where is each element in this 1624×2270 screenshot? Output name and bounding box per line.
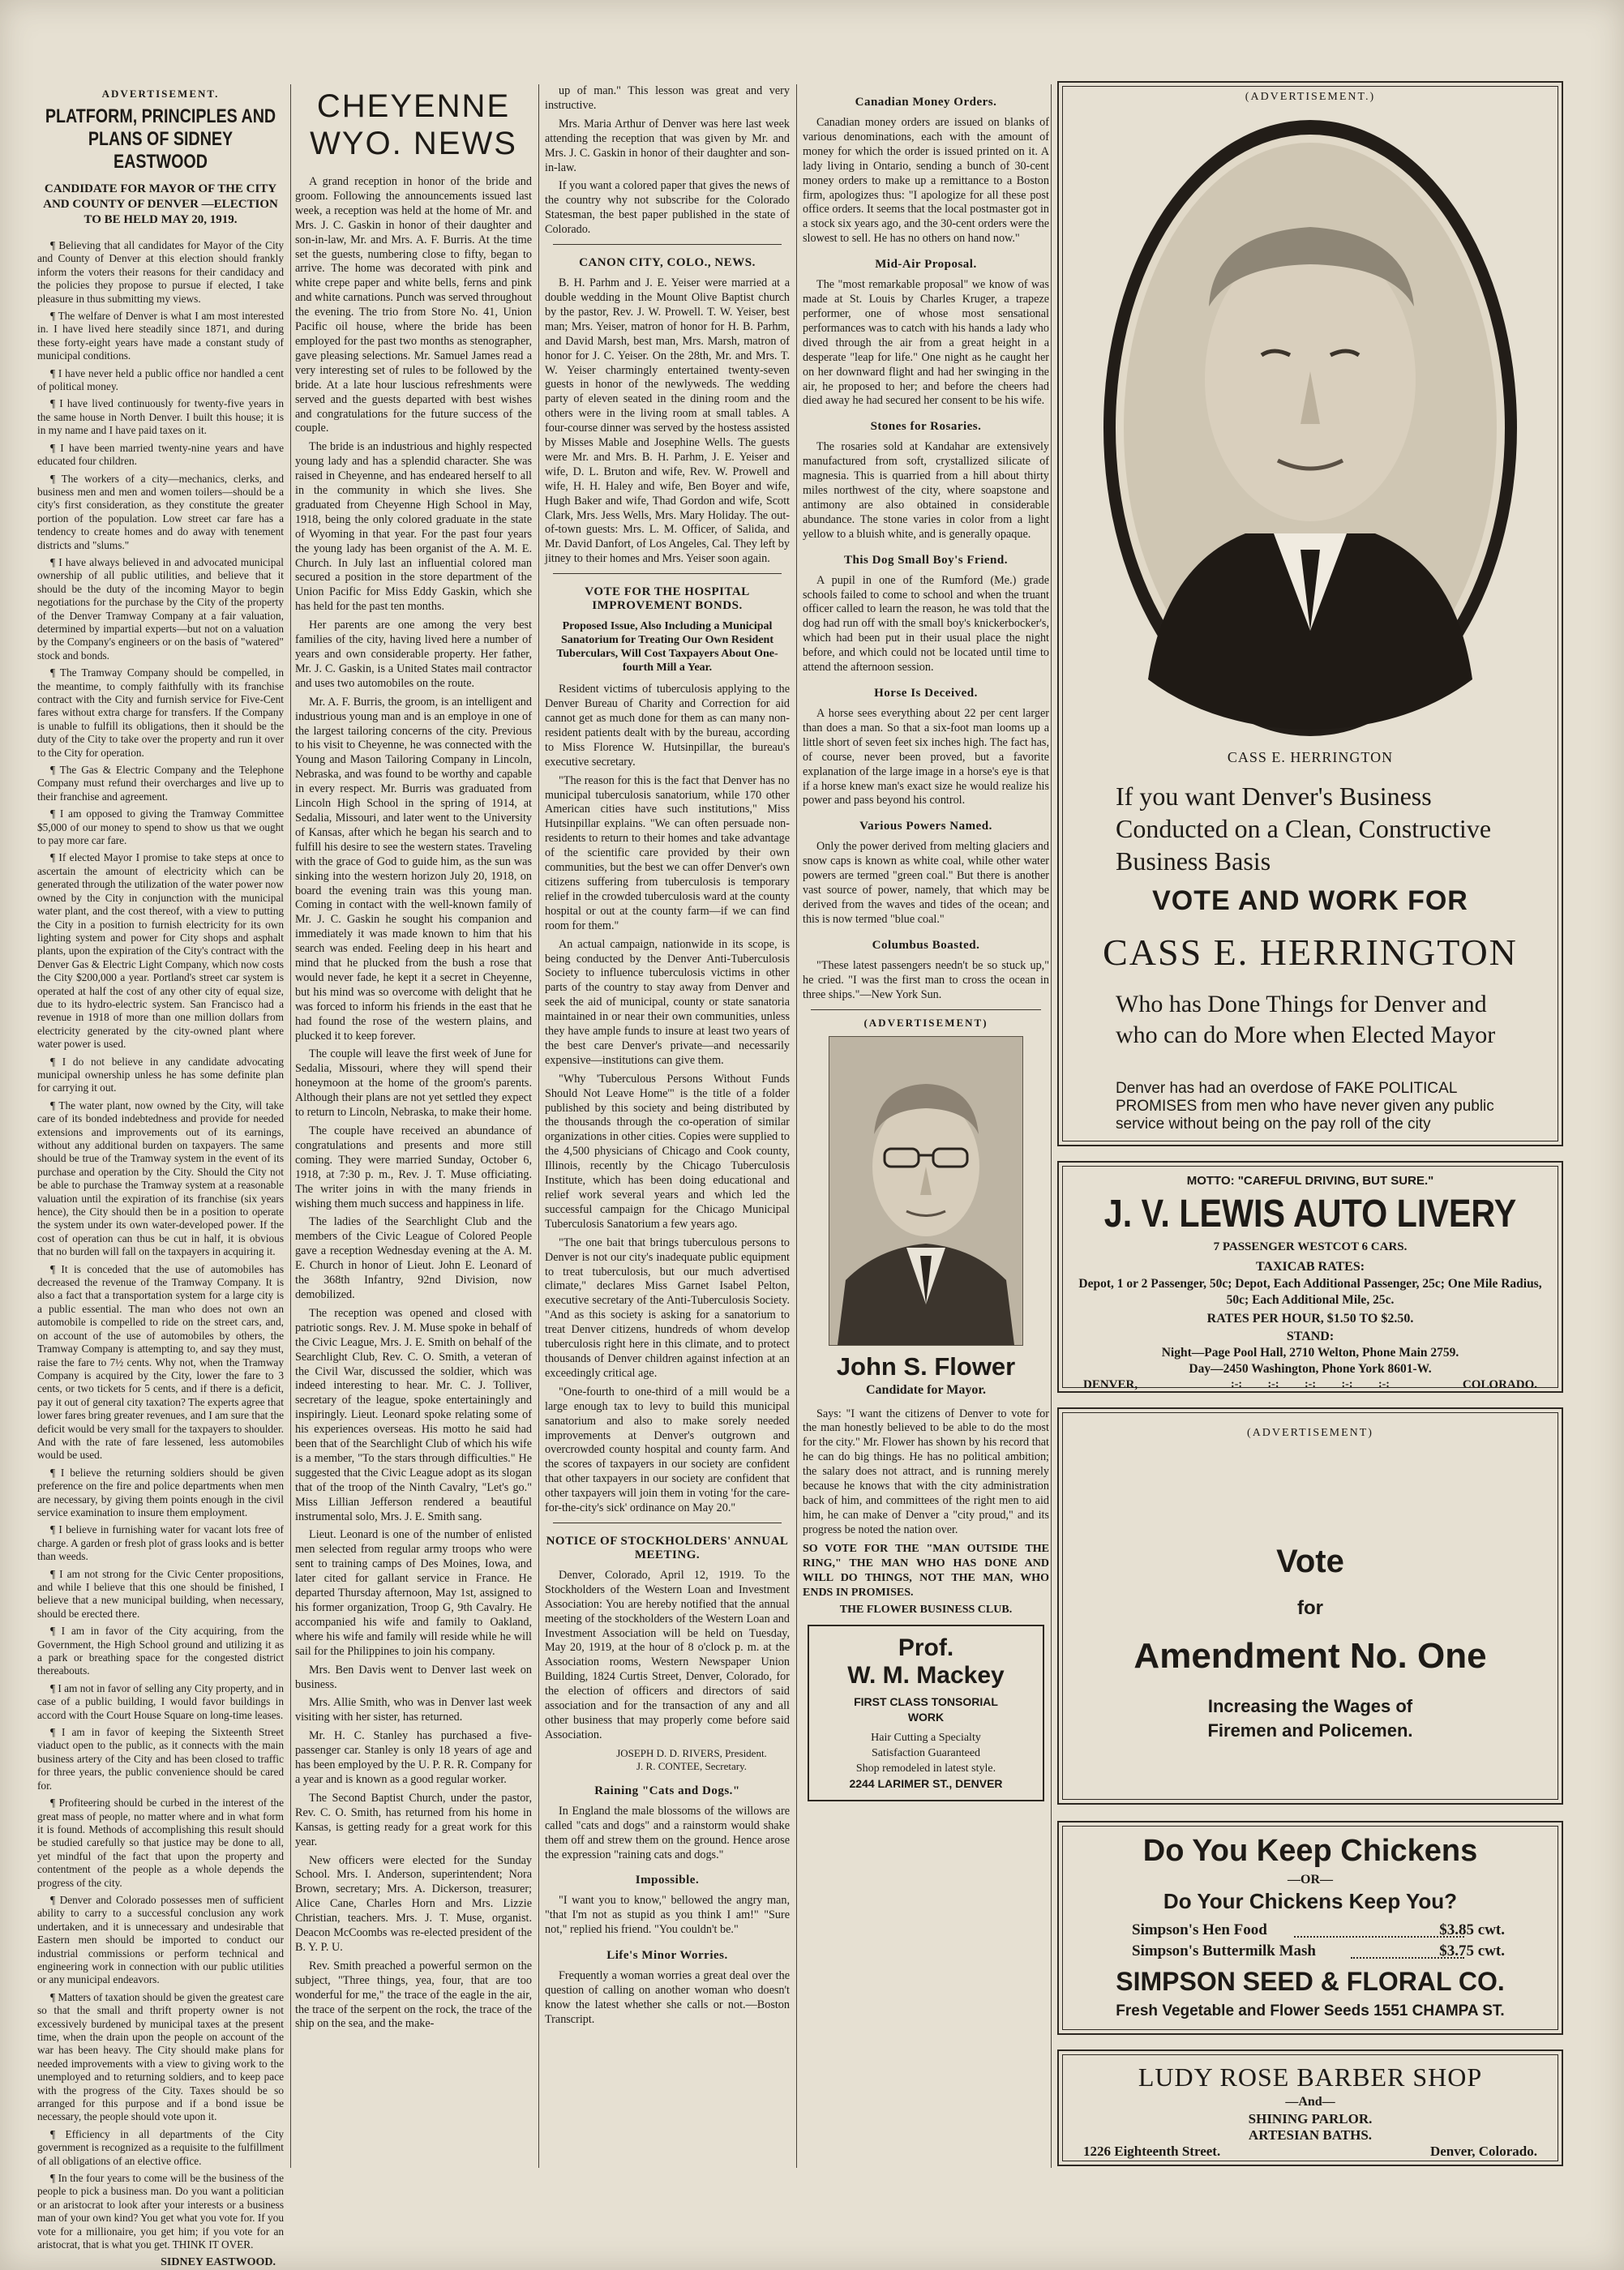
herrington-portrait-caption: CASS E. HERRINGTON [1227,749,1394,765]
article-paragraph: ¶ I am in favor of keeping the Sixteenth Street viaduct open to the public, as it connects with the main business artery of the City and has been closed to traffic for three years, the public convenience should be cared for. [37,1726,284,1792]
chickens-or: —OR— [1288,1873,1333,1887]
article-paragraph: The Second Baptist Church, under the pastor, Rev. C. O. Smith, has returned from his home in Kansas, is getting ready for a great work for this year. [295,1791,532,1848]
mackey-line-3: Hair Cutting a Specialty [871,1731,981,1744]
article-paragraph: ¶ I believe in furnishing water for vacant lots free of charge. A garden or fresh plot of grass looks and is better than weeds. [37,1523,284,1563]
hospital-headline: VOTE FOR THE HOSPITAL IMPROVEMENT BONDS. [585,585,750,613]
article-paragraph: Mrs. Maria Arthur of Denver was here last week attending the reception that was given by Mr. and Mrs. J. C. Gaskin in honor of their daughter and son-in-law. [545,117,790,174]
article-paragraph: Rev. Smith preached a powerful sermon on the subject, "Three things, yea, four, that are too wonderful for me," the trace of the eagle in the air, the trace of the serpent on the rock, the trace of the ship on the sea, and the make- [295,1959,532,2031]
dog-headline: This Dog Small Boy's Friend. [844,553,1008,567]
eastwood-signature: SIDNEY EASTWOOD. [161,2255,276,2268]
article-paragraph: Her parents are one among the very best families of the city, having lived here a number of years and own considerable property. Her father, Mr. J. C. Gaskin, is a United States mail contractor and uses two automobiles on the route. [295,619,532,690]
midair-paragraphs [803,278,1049,409]
article-paragraph: Only the power derived from melting glaciers and snow caps is known as white coal, while other water powers are termed "green coal." But there is another vast source of power, namely, that which may be derived from the waves and tides of the ocean; and this is now termed "blue coal." [803,840,1049,926]
lewis-auto-livery-ad [1057,1161,1563,1393]
dog-paragraphs [803,574,1049,675]
herrington-who-line: Who has Done Things for Denver and who can do More when Elected Mayor [1116,991,1496,1048]
lewis-state: COLORADO. [1462,1378,1537,1391]
article-paragraph: ¶ Denver and Colorado possesses men of sufficient ability to carry to a successful conclusion any work undertaken, and it is unnecessary and undesirable that Eastern men should be imported to conduct our industrial commissions or perform technical and engineering work in connection with our public utilities or any municipal endeavors. [37,1893,284,1986]
eastwood-subhead: CANDIDATE FOR MAYOR OF THE CITY AND COUNTY OF DENVER —ELECTION TO BE HELD MAY 20, 1919. [43,182,278,226]
divider [553,573,782,574]
midair-headline: Mid-Air Proposal. [875,258,977,272]
herrington-name-line: CASS E. HERRINGTON [1103,932,1518,973]
lewis-day-stand: Day—2450 Washington, Phone York 8601-W. [1189,1362,1432,1376]
column-rule [796,84,797,2168]
article-paragraph: Canadian money orders are issued on blanks of various denominations, each with the amount of money for which the order is issued printed on it. A lady living in Ontario, sending a bunch of 30-cent money orders to make up a remittance to a Boston firm, apologizes thus: "I apologize for all these post office orders. It seems that the local postmaster got in a stock six years ago, and the 30-cent orders were the slowest to sell. He has no others on hand now." [803,116,1049,246]
columbus-headline: Columbus Boasted. [872,938,980,952]
lewis-stand: STAND: [1286,1330,1335,1343]
article-paragraph: ¶ In the four years to come will be the business of the people to pick a business man. Do you want a politician or an aristocrat to look after your interests or a business man of your own kind? You get what you vote for. If you vote for a millionaire, you get him; if you vote for an aristocrat, that is what you get. THINK IT OVER. [37,2172,284,2251]
stones-headline: Stones for Rosaries. [870,420,982,434]
notice-signature-president: JOSEPH D. D. RIVERS, President. [616,1746,767,1759]
article-paragraph: ¶ I have never held a public office nor handled a cent of political money. [37,366,284,393]
article-paragraph: ¶ Profiteering should be curbed in the interest of the great mass of people, no matter where and in what form it is found. Methods of accomplishing this result should be studied carefully so that justice may be done to all, yet mindful of the fact that upon the property and contentment of the people as a whole depends the progress of the city. [37,1797,284,1889]
notice-signature-secretary: J. R. CONTEE, Secretary. [636,1759,747,1772]
flower-portrait [829,1036,1023,1346]
article-paragraph: ¶ I am opposed to giving the Tramway Committee $5,000 of our money to spend to show us that we ought to pay more car fare. [37,807,284,847]
article-paragraph: "These latest passengers needn't be so stuck up," he cried. "I was the first man to cross the ocean in three ships."—New York Sun. [803,958,1049,1001]
amendment-title: Amendment No. One [1133,1636,1487,1676]
article-paragraph: Mrs. Ben Davis went to Denver last week on business. [295,1663,532,1691]
flower-name: John S. Flower [836,1351,1016,1381]
lewis-cars: 7 PASSENGER WESTCOT 6 CARS. [1213,1240,1408,1253]
ludy-rose-barber-advertisement [1057,2049,1563,2166]
article-paragraph: In England the male blossoms of the willows are called "cats and dogs" and a rainstorm would shake them off and strew them on the ground. Hence arose the expression "raining cats and dogs." [545,1804,790,1861]
article-paragraph: ¶ Matters of taxation should be given the greatest care so that the small and thrift property owner is not excessively burdened by municipal taxes at the present time, when the drain upon the people on account of the war has been heavy. The City should make plans for needed improvements with a view to giving work to the unemployed and to returning soldiers, and to keep pace with the progress of the City. Taxes should be so arranged for this purpose and if a bond issue be necessary, the people should vote upon it. [37,1990,284,2123]
article-paragraph: ¶ I am not in favor of selling any City property, and in case of a public building, I would favor buildings in accord with the Court House Square on long-time leases. [37,1681,284,1721]
article-paragraph: up of man." This lesson was great and very instructive. [545,84,790,112]
hospital-paragraphs [545,683,790,1516]
impossible-headline: Impossible. [635,1874,700,1887]
barber-and: —And— [1285,2095,1335,2109]
canadian-headline: Canadian Money Orders. [855,96,997,109]
herrington-intro: If you want Denver's Business Conducted on a Clean, Constructive Business Basis [1116,782,1492,876]
powers-paragraphs [803,840,1049,927]
article-paragraph: "Why 'Tuberculous Persons Without Funds Should Not Leave Home'" is the title of a folder published by this society and being distributed by the thousands through the co-operation of similar organizations in other cities. Copies were supplied to the 4,500 physicians of Chicago and Cook county, Illinois, recently by the Chicago Tuberculosis Institute, which has been doing educational and relief work several years and which led the successful campaign for the Chicago Municipal Tuberculosis Sanatorium a few years ago. [545,1072,790,1231]
article-paragraph: Mr. H. C. Stanley has purchased a five-passenger car. Stanley is only 18 years of age and has been employed by the U. P. R. R. Company for a year and is known as a good regular worker. [295,1729,532,1786]
article-paragraph: ¶ The Tramway Company should be compelled, in the meantime, to comply faithfully with its franchise contract with the City and furnish service for Five-Cent fares without extra charge for transfers. If the Company is unable to fulfill its obligations, then it should be the duty of the City to take over the property and run it over to the City for operation. [37,666,284,759]
article-paragraph: The reception was opened and closed with patriotic songs. Rev. J. M. Muse spoke in behalf of the Civic League, Mrs. J. E. Smith on behalf of the Searchlight Club, Rev. C. O. Smith, a veteran of the Civil War, discussed the soldier, which was indeed interesting to hear. Mr. C. J. Tolliver, secretary of the league, spoke entertainingly and inspiringly. Lieut. Leonard spoke relating some of his experiences overseas. His motto he said had been that of the Searchlight Club of which his wife is a member, "To the stars through difficulties." He suggested that the Civic League adopt as its slogan that of the troop of the Ninth Cavalry, "Let's go." Miss Lillian Jefferson rendered a beautiful instrumental solo, Mrs. J. E. Smith sang. [295,1306,532,1523]
herrington-portrait [1099,112,1521,744]
article-paragraph: ¶ I do not believe in any candidate advocating municipal ownership unless he has some definite plan for carrying it out. [37,1055,284,1094]
column-rule [538,84,539,2168]
article-paragraph: A grand reception in honor of the bride and groom. Following the announcements issued last week, a reception was held at the home of Mr. and Mrs. J. C. Gaskin in honor of their daughter and son-in-law, Mr. and Mrs. A. F. Burris. At the time set the guests, numbering close to fifty, began to arrive. The home was decorated with pink and white crepe paper and white bells, ferns and pink and white carnations. Punch was served throughout the evening. The trio from Store No. 41, Union Pacific oil house, where the bride has been employed for the past two months as stenographer, gave pleasing selections. Mr. Samuel James read a very interesting set of rules to be followed by the bride. At a late hour luscious refreshments were served and the guests departed with best wishes and congratulations for the future success of the couple. [295,175,532,435]
barber-line-1: SHINING PARLOR. [1248,2111,1373,2127]
divider [553,244,782,245]
article-paragraph: Resident victims of tuberculosis applying to the Denver Bureau of Charity and Correction for aid cannot get as much done for them as can many non-resident patients dealt with by the bureau, according to Miss Florence W. Hutsinpillar, the bureau's executive secretary. [545,683,790,769]
article-paragraph: The "most remarkable proposal" we know of was made at St. Louis by Charles Kruger, a trapeze performer, one of whose most sensational performances was to catch with his hands a lady who dived through the air from a great height in a desperate "leap for life." One night as he caught her on her downward flight and had her swinging in the air, he proposed to her; and before the cheers had died away he had secured her consent to be his wife. [803,278,1049,408]
lewis-city: DENVER, [1083,1378,1138,1391]
article-paragraph: A horse sees everything about 22 per cent larger than does a man. So that a six-foot man looms up a little short of seven feet six inches high. The fact has, of course, never been proved, but a favorite explanation of the large image in a horse's eye is that if a horse knew man's exact size he would realize his power and pass beyond his control. [803,707,1049,807]
article-paragraph: The couple will leave the first week of June for Sedalia, Missouri, where they will spend their honeymoon at the home of the groom's parents. Although their plans are not yet settled they expect to return to Lincoln, Nebraska, to make their home. [295,1047,532,1120]
article-paragraph: ¶ I have been married twenty-nine years and have educated four children. [37,441,284,468]
article-paragraph: ¶ I am in favor of the City acquiring, from the Government, the High School ground and utilizing it as a park or breathing space for the congested district thereabouts. [37,1625,284,1677]
article-paragraph: ¶ It is conceded that the use of automobiles has decreased the revenue of the Tramway Company. It is also a fact that a transportation system for a large city is a public essential. The man who does not own an automobile is compelled to ride on the street cars, and, on account of the use of automobiles by others, the Tramway Company is attempting to, and say they must, raise the fare to 7½ cents. Why not, when the Tramway Company is acquired by the City, lower the fare to 3 cents, or two tickets for 5 cents, and if there is a deficit, pay it out of general city taxation? The experts agree that lower fares bring greater revenues, and I am sure that the deficit would be very small for the taxpayers to shoulder. And with the rate of fare lessened, less automobiles would be used. [37,1262,284,1462]
mackey-prof: Prof. [898,1634,954,1661]
article-paragraph: The bride is an industrious and highly respected young lady and has a splendid character. She was raised in Cheyenne, and has endeared herself to all in the community in which she lives. She graduated from Cheyenne High School in May, 1918, being the only colored graduate in the state of Wyoming in that year. For the past four years the young lady has been organist of the A. M. E. Church. In July last an influential colored man secured a position in the store department of the Union Pacific for Miss Eddy Gaskin, which she has held for the past ten months. [295,440,532,614]
divider [811,1009,1041,1010]
article-paragraph: ¶ If elected Mayor I promise to take steps at once to ascertain the amount of electricity which can be generated through the utilization of the water power now owned by the City in conjunction with the municipal water plant, and the cost thereof, with a view to putting the City in a position to furnish electricity for its own lighting system and power for City shops and asphalt plants, upon the expiration of the City's contract with the Denver Gas & Electric Light Company, which now costs the City $200,000 a year. Portland's street car system is operated at half the cost of any other city of equal size, due to its hydro-electric system. San Francisco had a revenue in 1918 of more than one million dollars from electricity generated by the city-owned plant where water power is used. [37,851,284,1051]
cheyenne-headline: CHEYENNE WYO. NEWS [310,88,517,161]
barber-address: 1226 Eighteenth Street. [1083,2144,1221,2159]
cats-dogs-headline: Raining "Cats and Dogs." [594,1784,740,1797]
impossible-paragraphs [545,1894,790,1938]
worries-headline: Life's Minor Worries. [606,1949,728,1963]
mackey-name: W. M. Mackey [847,1661,1005,1689]
lewis-hourly-rates: RATES PER HOUR, $1.50 TO $2.50. [1206,1312,1414,1326]
powers-headline: Various Powers Named. [859,820,992,833]
article-paragraph: "One-fourth to one-third of a mill would be a large enough tax to levy to build this municipal sanatorium and also to make sorely needed improvements at Denver's outgrown and overcrowded county hospital and county farm. And the scores of taxpayers in our society are confident that other taxpayers in our society are confident that other taxpayers will join them in voting 'for the care-for-the-city's sick' ordinance on May 20." [545,1385,790,1515]
advertisement-label: (ADVERTISEMENT.) [1245,91,1376,103]
article-paragraph: ¶ I have always believed in and advocated municipal ownership of all public utilities, and believe that it should be the duty of the incoming Mayor to begin negotiations for the purchase by the City of the property of the Denver Tramway Company at a fair valuation, determined by impartial experts—but not on a valuation by the Company's engineers or on the basis of "watered" stock and bonds. [37,555,284,662]
article-paragraph: ¶ I have lived continuously for twenty-five years in the same house in North Denver. I built this house; it is in my name and I have paid taxes on it. [37,397,284,437]
article-paragraph: The rosaries sold at Kandahar are extensively manufactured from soft, crystallized silicate of magnesia. This is quarried from a hill about thirty miles northwest of the city, where soapstone and antimony are also obtained in considerable abundance. The stone varies in color from a light yellow to a bluish white, and is generally opaque. [803,440,1049,541]
simpson-tagline: Fresh Vegetable and Flower Seeds 1551 CHAMPA ST. [1116,2002,1505,2019]
horse-paragraphs [803,707,1049,808]
notice-headline: NOTICE OF STOCKHOLDERS' ANNUAL MEETING. [546,1534,789,1561]
article-paragraph: Denver, Colorado, April 12, 1919. To the Stockholders of the Western Loan and Investment Association: You are hereby notified that the annual meeting of the stockholders of the Western Loan and Investment Association will be held on Tuesday, May 20, 1919, at the hour of 8 o'clock p. m. at the Association rooms, Western Newspaper Union Building, 1824 Curtis Street, Denver, Colorado, for the election of officers and directors of said association and for the transaction of any and all other business that may properly come before said Association. [545,1568,790,1741]
simpson-seed-advertisement [1057,1821,1563,2035]
mackey-line-5: Shop remodeled in latest style. [855,1762,996,1775]
cheyenne-paragraphs [295,175,532,2032]
lewis-ornament: :-: :-: :-: :-: :-: [1231,1378,1390,1390]
advertisement-label: (ADVERTISEMENT) [1247,1427,1373,1439]
news-column-four [803,84,1049,2176]
article-paragraph: Mr. A. F. Burris, the groom, is an intelligent and industrious young man and is an employe in one of the largest tailoring concerns of the city. Previous to his visit to Cheyenne, he was connected with the Young and Mason Tailoring Company in Lincoln, Nebraska, and was found to be worthy and capable in every respect. Mr. Burris was graduated from Lincoln High School in the spring of 1914, at Sedalia, Missouri, and later went to the University of Kansas, after which he began his search and to fulfill his desire to see the western states. Traveling with the grace of God to guide him, as the sun was sinking into the western horizon July 20, 1918, on board the evening train was this young man. Coming in contact with the well-known family of Mr. J. C. Gaskin he sought his companion and immediately it was made known to him that his search was ended. Feeling deep in his heart and mind that he plucked from the bush a rose that would never fade, he kept it a secret in Cheyenne, but his mind was so overcome with delight that he was forced to inform his friends in the east that he had found the rose of the western plains, and plucked it to keep forever. [295,695,532,1043]
mackey-line-4: Satisfaction Guaranteed [871,1746,981,1759]
article-paragraph: Frequently a woman worries a great deal over the question of calling on another woman who doesn't know the latest whether she calls or not.—Boston Transcript. [545,1969,790,2026]
lewis-motto: MOTTO: "CAREFUL DRIVING, BUT SURE." [1186,1174,1434,1188]
mackey-address: 2244 LARIMER ST., DENVER [849,1776,1003,1790]
worries-paragraphs [545,1969,790,2028]
eastwood-platform-column [37,84,284,2268]
mackey-advertisement [808,1625,1044,1801]
canon-city-headline: CANON CITY, COLO., NEWS. [579,256,756,270]
article-paragraph: ¶ I am not strong for the Civic Center propositions, and while I believe that this one should be finished, I believe that a new municipal building, when necessary, should be erected there. [37,1567,284,1620]
stones-paragraphs [803,440,1049,542]
article-paragraph: ¶ The water plant, now owned by the City, will take care of its bonded indebtedness and provide for needed extensions and improvements out of its earnings, without any additional burden on taxpayers. The same should be true of the Tramway system in the event of its purchase and operation by the City. Should the City not be able to purchase the Tramway system at a reasonable valuation until the expiration of its franchise (six years hence), the City should then be in a position to operate the system under its own water-developed power. If the cost of operation can thus be cut in half, it is obvious that no burden will fall on the taxpayers in acquiring it. [37,1099,284,1258]
canadian-paragraphs [803,116,1049,246]
lewis-name: J. V. LEWIS AUTO LIVERY [1103,1193,1517,1236]
simpson-company: SIMPSON SEED & FLORAL CO. [1116,1967,1505,1996]
amendment-for: for [1297,1597,1323,1619]
flower-portrait-drawing [829,1037,1022,1345]
eastwood-headline: PLATFORM, PRINCIPLES AND PLANS OF SIDNEY EASTWOOD [45,105,276,173]
notice-paragraphs [545,1569,790,1743]
article-paragraph: A pupil in one of the Rumford (Me.) grade schools failed to come to school and when the truant officer called to learn the reason, he was told that the dog had run off with the small boy's knickerbocker's, which had been put in their usual place the night before, and which could not be located until time to attend the afternoon session. [803,573,1049,675]
herrington-fake-promises: Denver has had an overdose of FAKE POLITICAL PROMISES from men who have never given any public service without being on the pay roll of the city [1116,1080,1494,1133]
article-paragraph: Lieut. Leonard is one of the number of enlisted men selected from regular army troops who were sent to training camps of Des Moines, Iowa, and later cited for gallant service in France. He departed Thursday afternoon, May 1st, assigned to his former organization, Troop G, 9th Cavalry. He accompanied his wife and family to Oakland, where his wife and family will reside while he will sail for the Philippines to join his company. [295,1528,532,1658]
herrington-advertisement [1057,81,1563,1146]
article-paragraph: B. H. Parhm and J. E. Yeiser were married at a double wedding in the Mount Olive Baptist church by the pastor, Rev. J. W. Prowell. T. W. Yeiser, best man; Mrs. Yeiser, matron of honor for H. B. Parhm, and David Marsh, best man, Mrs. Marsh, matron of honor for J. C. Yeiser. On the 28th, Mr. and Mrs. T. W. Yeiser charmingly entertained twenty-seven guests in honor of the newlyweds. The wedding party of eleven seated in the dining room and the others were in the living room at small tables. A four-course dinner was served by the hostess assisted by Misses Mable and Josephine Wells. The guests were Mr. and Mrs. B. H. Parhm, J. E. Yeiser and wife, D. L. Bruton and wife, Rev. W. Prowell and wife, H. H. Haley and wife, Ben Boyer and wife, Hugh Baker and wife, Thad Gordon and wife, Scott Clark, Mrs. Jess Wells, Mrs. Mary Holiday. The out-of-town guests: Mrs. L. M. Officer, of Salida, and Mr. David Danfort, of Los Angeles, Cal. They left by jitney to their homes and Mrs. Yeiser soon again. [545,276,790,566]
article-paragraph: "The reason for this is the fact that Denver has no municipal tuberculosis sanatorium, while 170 other American cities have such institutions," Miss Hutsinpillar explains. "We can often persuade non-residents to return to their homes and take advantage of the scientific care provided by their own communities, but the best we can offer Denver's own citizens suffering from tuberculosis is temporary relief in the crowded tuberculosis ward at the county hospital or out at the county farm—if we can find room for them." [545,773,790,932]
amendment-vote: Vote [1276,1544,1344,1579]
article-paragraph: If you want a colored paper that gives the news of the country why not subscribe for the Colorado Statesman, the best paper published in the state of Colorado. [545,179,790,237]
column-rule [290,84,291,2168]
barber-title: LUDY ROSE BARBER SHOP [1138,2062,1483,2092]
article-paragraph: ¶ The workers of a city—mechanics, clerks, and business men and men and women toilers—should be a city's first consideration, as they constitute the greater portion of the population. Low street car fare has a tendency to create homes and do away with tenement districts and "slums." [37,472,284,551]
lewis-rates-head: TAXICAB RATES: [1255,1260,1365,1274]
herrington-vote-line: VOTE AND WORK FOR [1152,885,1468,916]
chickens-item-1: Simpson's Hen Food [1132,1921,1267,1938]
news-column-three [545,84,790,2176]
article-paragraph: ¶ Believing that all candidates for Mayor of the City and County of Denver at this election should frankly inform the voters their reasons for their candidacy and the policies they propose to pursue if elected, I take pleasure in thus submitting my views. [37,239,284,305]
advertisement-label: (ADVERTISEMENT) [863,1016,988,1029]
article-paragraph: "The one bait that brings tuberculous persons to Denver is not our city's inadequate public equipment to treat tuberculosis, but our much advertised climate," declares Miss Garnet Isabel Pelton, executive secretary of the Anti-Tuberculosis Society. "And as this society is asking for a sanatorium to treat Denver citizens, hundreds of whom develop tuberculosis right here in this climate, and to protect thousands of Denver children against infection at an exceedingly critical age. [545,1236,790,1380]
chickens-price-1: $3.85 cwt. [1439,1921,1505,1938]
article-paragraph: The couple have received an abundance of congratulations and presents and more still coming. They were married Sunday, October 6, 1918, at 7:30 p. m., Rev. J. T. Muse officiating. The writer joins in with the many friends in wishing them much success and happiness in life. [295,1124,532,1210]
flower-paragraphs [803,1407,1049,1538]
article-paragraph: Mrs. Allie Smith, who was in Denver last week visiting with her sister, has returned. [295,1696,532,1724]
chickens-item-2: Simpson's Buttermilk Mash [1132,1942,1316,1959]
horse-headline: Horse Is Deceived. [874,687,978,700]
article-paragraph: "I want you to know," bellowed the angry man, "that I'm not as stupid as you think I am!" "Sure not," replied his friend. "You couldn't be." [545,1894,790,1937]
barber-line-2: ARTESIAN BATHS. [1248,2127,1373,2143]
amendment-advertisement [1057,1407,1563,1805]
eastwood-paragraphs [37,239,284,2252]
cats-dogs-paragraphs [545,1805,790,1863]
lewis-rates: Depot, 1 or 2 Passenger, 50c; Depot, Each Additional Passenger, 25c; One Mile Radius, 50c; Each Additional Mile, 25c. [1078,1277,1542,1307]
article-paragraph: ¶ The welfare of Denver is what I am most interested in. I have lived here steadily since 1871, and during these forty-eight years have made a constant study of municipal conditions. [37,310,284,362]
canon-city-paragraphs [545,276,790,567]
article-paragraph: An actual campaign, nationwide in its scope, is being conducted by the Denver Anti-Tuberculosis Society to influence tuberculosis victims in other parts of the country to stay away from Denver and seek the aid of municipal, county or state sanatoria maintained in or near their own communities, unless they have ample funds to insure at least two years of the best care Denver's private—and necessarily expensive—institutions can give them. [545,937,790,1067]
article-paragraph: The ladies of the Searchlight Club and the members of the Civic League of Colored People gave a reception Wednesday evening at the A. M. E. Church in honor of Lieut. John E. Leonard of the 368th Infantry, 92nd Division, now demobilized. [295,1215,532,1301]
advertisement-label: ADVERTISEMENT. [101,88,220,100]
article-paragraph: Says: "I want the citizens of Denver to vote for the man honestly believed to be able to do the most for the city." Mr. Flower has shown by his record that he can do big things. He has no political ambition; the salary does not attract, and is running merely because he knows that with the city administration back of him, and committees of the right men to aid him, he can make of Denver a "city proud," and its progress be noted the nation over. [803,1407,1049,1536]
article-paragraph: ¶ I believe the returning soldiers should be given preference on the fire and police departments when men are necessary, by giving them points enough in the civil service examination to insure them employment. [37,1466,284,1518]
column-rule [1051,84,1052,2168]
flower-subtitle: Candidate for Mayor. [866,1382,986,1397]
barber-city: Denver, Colorado. [1429,2144,1537,2159]
hospital-subhead: Proposed Issue, Also Including a Municipal Sanatorium for Treating Our Own Resident Tuberculars, Will Cost Taxpayers About One-fourth Mill a Year. [556,620,778,675]
chickens-subtitle: Do Your Chickens Keep You? [1163,1889,1458,1913]
cheyenne-continued [545,84,790,238]
flower-club: THE FLOWER BUSINESS CLUB. [839,1603,1013,1616]
article-paragraph: New officers were elected for the Sunday School. Mrs. I. Anderson, superintendent; Nora Brown, secretary; Mrs. A. Dickerson, treasurer; Alice Cane, Charles Horn and Mrs. Lizzie Christian, teachers. Mrs. J. T. Muse, organist. Deacon McCoombs was re-elected president of the B. Y. P. U. [295,1853,532,1954]
chickens-price-2: $3.75 cwt. [1439,1942,1505,1959]
article-paragraph: ¶ Efficiency in all departments of the City government is recognized as a requisite to the fulfillment of all obligations of an elective office. [37,2127,284,2167]
chickens-title: Do You Keep Chickens [1142,1834,1478,1868]
columbus-paragraphs [803,959,1049,1003]
mackey-line-1: FIRST CLASS TONSORIAL [854,1694,998,1708]
mackey-line-2: WORK [907,1710,945,1724]
cheyenne-news-column [295,84,532,2176]
lewis-night-stand: Night—Page Pool Hall, 2710 Welton, Phone Main 2759. [1161,1346,1459,1360]
amendment-subtitle: Increasing the Wages of Firemen and Policemen. [1207,1696,1413,1741]
flower-slogan: SO VOTE FOR THE "MAN OUTSIDE THE RING," THE MAN WHO HAS DONE AND WILL DO THINGS, NOT THE MAN, WHO ENDS IN PROMISES. [803,1542,1049,1599]
article-paragraph: ¶ The Gas & Electric Company and the Telephone Company must refund their overcharges and live up to their franchise and agreement. [37,764,284,803]
